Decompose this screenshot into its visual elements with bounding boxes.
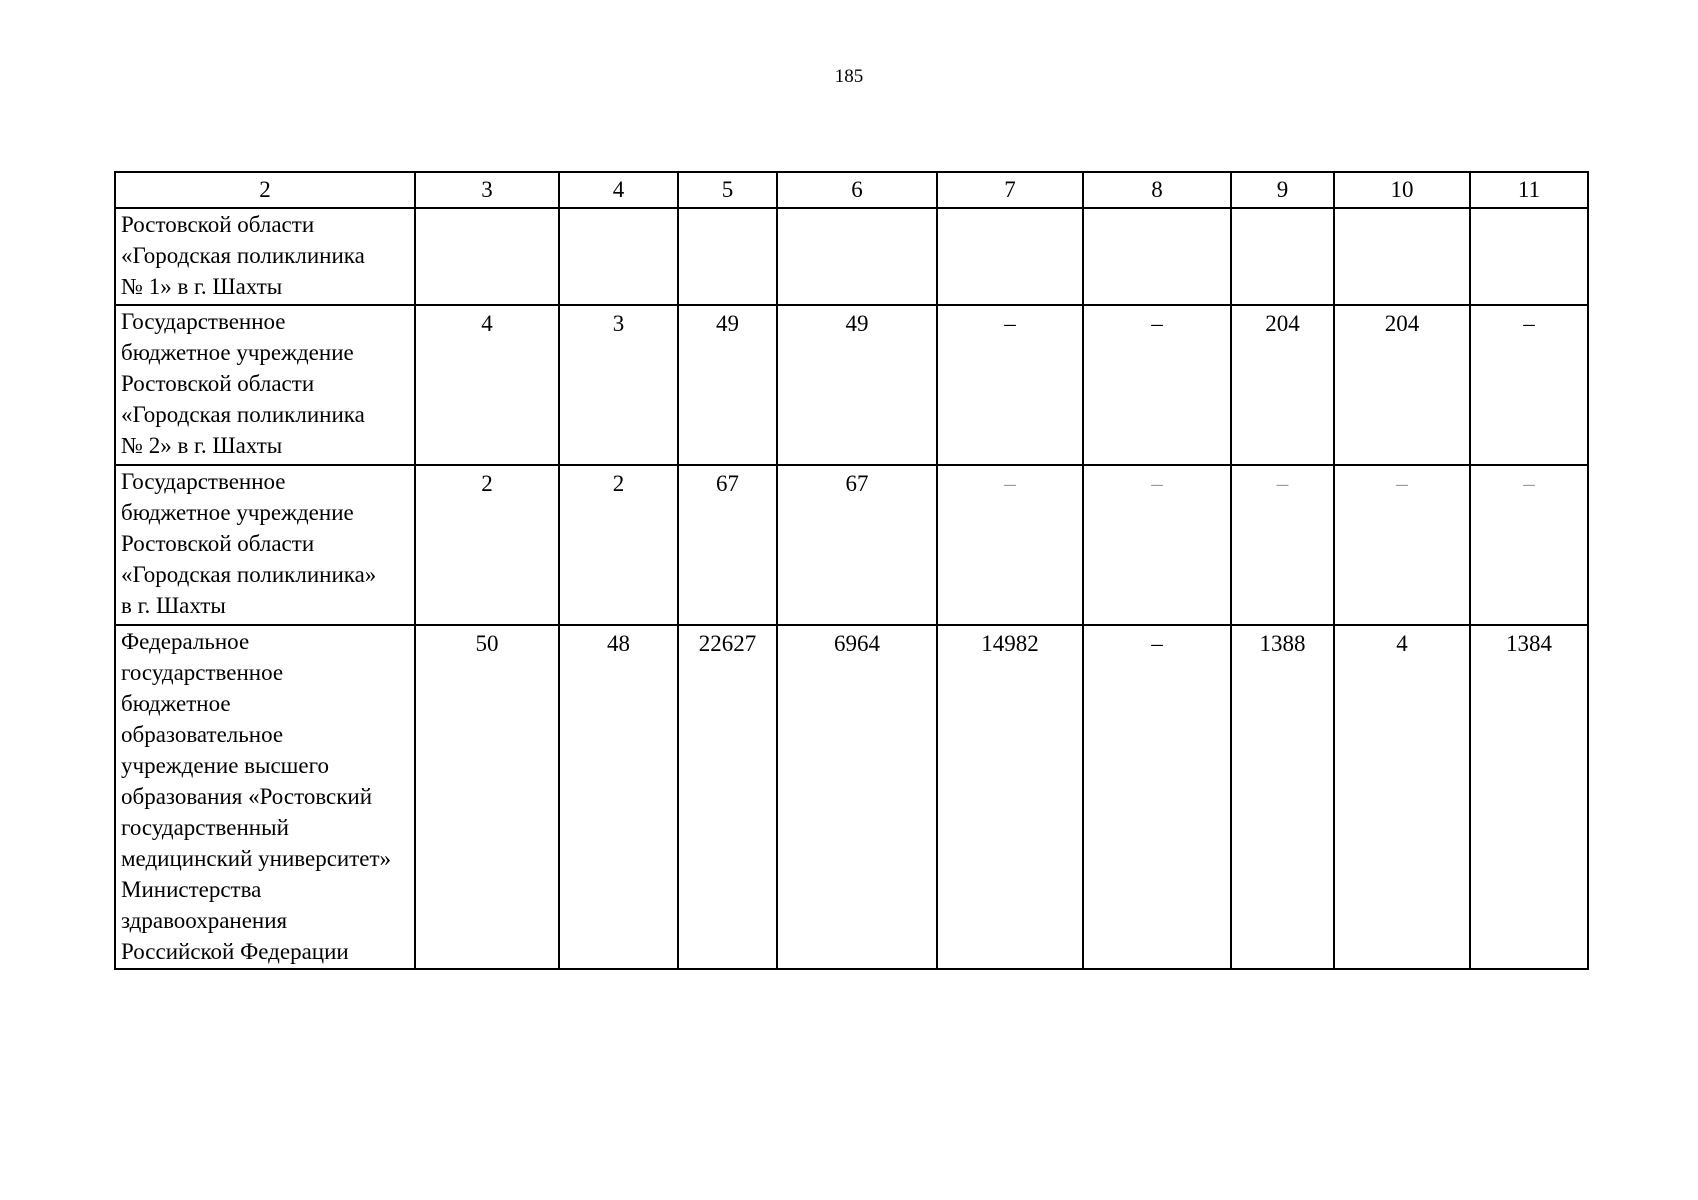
institution-name-line: № 1» в г. Шахты bbox=[121, 274, 283, 299]
value-cell bbox=[1470, 208, 1588, 305]
institution-name-line: Государственное bbox=[121, 469, 286, 494]
value-cell: – bbox=[1083, 305, 1231, 465]
column-header: 8 bbox=[1083, 172, 1231, 208]
institution-name-line: учреждение высшего bbox=[121, 753, 329, 778]
value-cell: 2 bbox=[559, 465, 678, 625]
institution-name-line: образовательное bbox=[121, 722, 284, 747]
institution-name-line: государственный bbox=[121, 815, 289, 840]
value-cell bbox=[415, 208, 559, 305]
value-cell bbox=[1334, 208, 1470, 305]
institution-name-cell bbox=[115, 625, 415, 969]
column-header: 11 bbox=[1470, 172, 1588, 208]
value-cell: 2 bbox=[415, 465, 559, 625]
value-cell: – bbox=[1231, 465, 1334, 625]
institution-name-line: Российской Федерации bbox=[121, 939, 349, 964]
value-cell: 4 bbox=[415, 305, 559, 465]
table-row bbox=[115, 465, 1588, 625]
value-cell: – bbox=[1334, 465, 1470, 625]
value-cell: 67 bbox=[678, 465, 777, 625]
value-cell: 6964 bbox=[777, 625, 937, 969]
institution-name-cell bbox=[115, 208, 415, 305]
institution-name-line: в г. Шахты bbox=[121, 593, 226, 618]
page-number: 185 bbox=[834, 66, 864, 87]
institution-name-line: бюджетное учреждение bbox=[121, 340, 354, 365]
institution-name-line: здравоохранения bbox=[121, 908, 288, 933]
value-cell: 3 bbox=[559, 305, 678, 465]
value-cell: 22627 bbox=[678, 625, 777, 969]
data-table bbox=[114, 171, 1589, 970]
value-cell bbox=[777, 208, 937, 305]
value-cell bbox=[1083, 208, 1231, 305]
column-header: 10 bbox=[1334, 172, 1470, 208]
column-header: 3 bbox=[415, 172, 559, 208]
value-cell bbox=[678, 208, 777, 305]
value-cell: – bbox=[1083, 465, 1231, 625]
institution-name-cell bbox=[115, 305, 415, 465]
value-cell: 49 bbox=[678, 305, 777, 465]
column-header: 4 bbox=[559, 172, 678, 208]
institution-name-line: № 2» в г. Шахты bbox=[121, 433, 283, 458]
institution-name-line: Ростовской области bbox=[121, 212, 315, 237]
institution-name-line: медицинский университет» bbox=[121, 846, 392, 871]
value-cell bbox=[1231, 208, 1334, 305]
value-cell: 67 bbox=[777, 465, 937, 625]
institution-name-line: «Городская поликлиника» bbox=[121, 562, 377, 587]
institution-name-line: государственное bbox=[121, 660, 284, 685]
institution-name-line: «Городская поликлиника bbox=[121, 402, 365, 427]
value-cell: 1388 bbox=[1231, 625, 1334, 969]
value-cell: 204 bbox=[1334, 305, 1470, 465]
value-cell: 1384 bbox=[1470, 625, 1588, 969]
table-row bbox=[115, 208, 1588, 305]
column-header: 5 bbox=[678, 172, 777, 208]
column-header: 2 bbox=[115, 172, 415, 208]
table-row bbox=[115, 305, 1588, 465]
institution-name-line: Министерства bbox=[121, 877, 262, 902]
institution-name-line: Федеральное bbox=[121, 629, 250, 654]
institution-name-line: бюджетное bbox=[121, 691, 231, 716]
institution-name-line: образования «Ростовский bbox=[121, 784, 373, 809]
institution-name-line: Ростовской области bbox=[121, 531, 315, 556]
value-cell: – bbox=[1470, 465, 1588, 625]
value-cell bbox=[559, 208, 678, 305]
value-cell: 204 bbox=[1231, 305, 1334, 465]
institution-name-line: бюджетное учреждение bbox=[121, 500, 354, 525]
institution-name-line: «Городская поликлиника bbox=[121, 243, 365, 268]
value-cell: 4 bbox=[1334, 625, 1470, 969]
column-header: 9 bbox=[1231, 172, 1334, 208]
value-cell: – bbox=[937, 305, 1083, 465]
header-row bbox=[115, 172, 1588, 208]
value-cell: – bbox=[1470, 305, 1588, 465]
institution-name-line: Государственное bbox=[121, 309, 286, 334]
value-cell: 48 bbox=[559, 625, 678, 969]
table-row bbox=[115, 625, 1588, 969]
value-cell: 14982 bbox=[937, 625, 1083, 969]
value-cell bbox=[937, 208, 1083, 305]
value-cell: 50 bbox=[415, 625, 559, 969]
column-header: 6 bbox=[777, 172, 937, 208]
value-cell: – bbox=[937, 465, 1083, 625]
institution-name-cell bbox=[115, 465, 415, 625]
column-header: 7 bbox=[937, 172, 1083, 208]
value-cell: – bbox=[1083, 625, 1231, 969]
institution-name-line: Ростовской области bbox=[121, 371, 315, 396]
value-cell: 49 bbox=[777, 305, 937, 465]
